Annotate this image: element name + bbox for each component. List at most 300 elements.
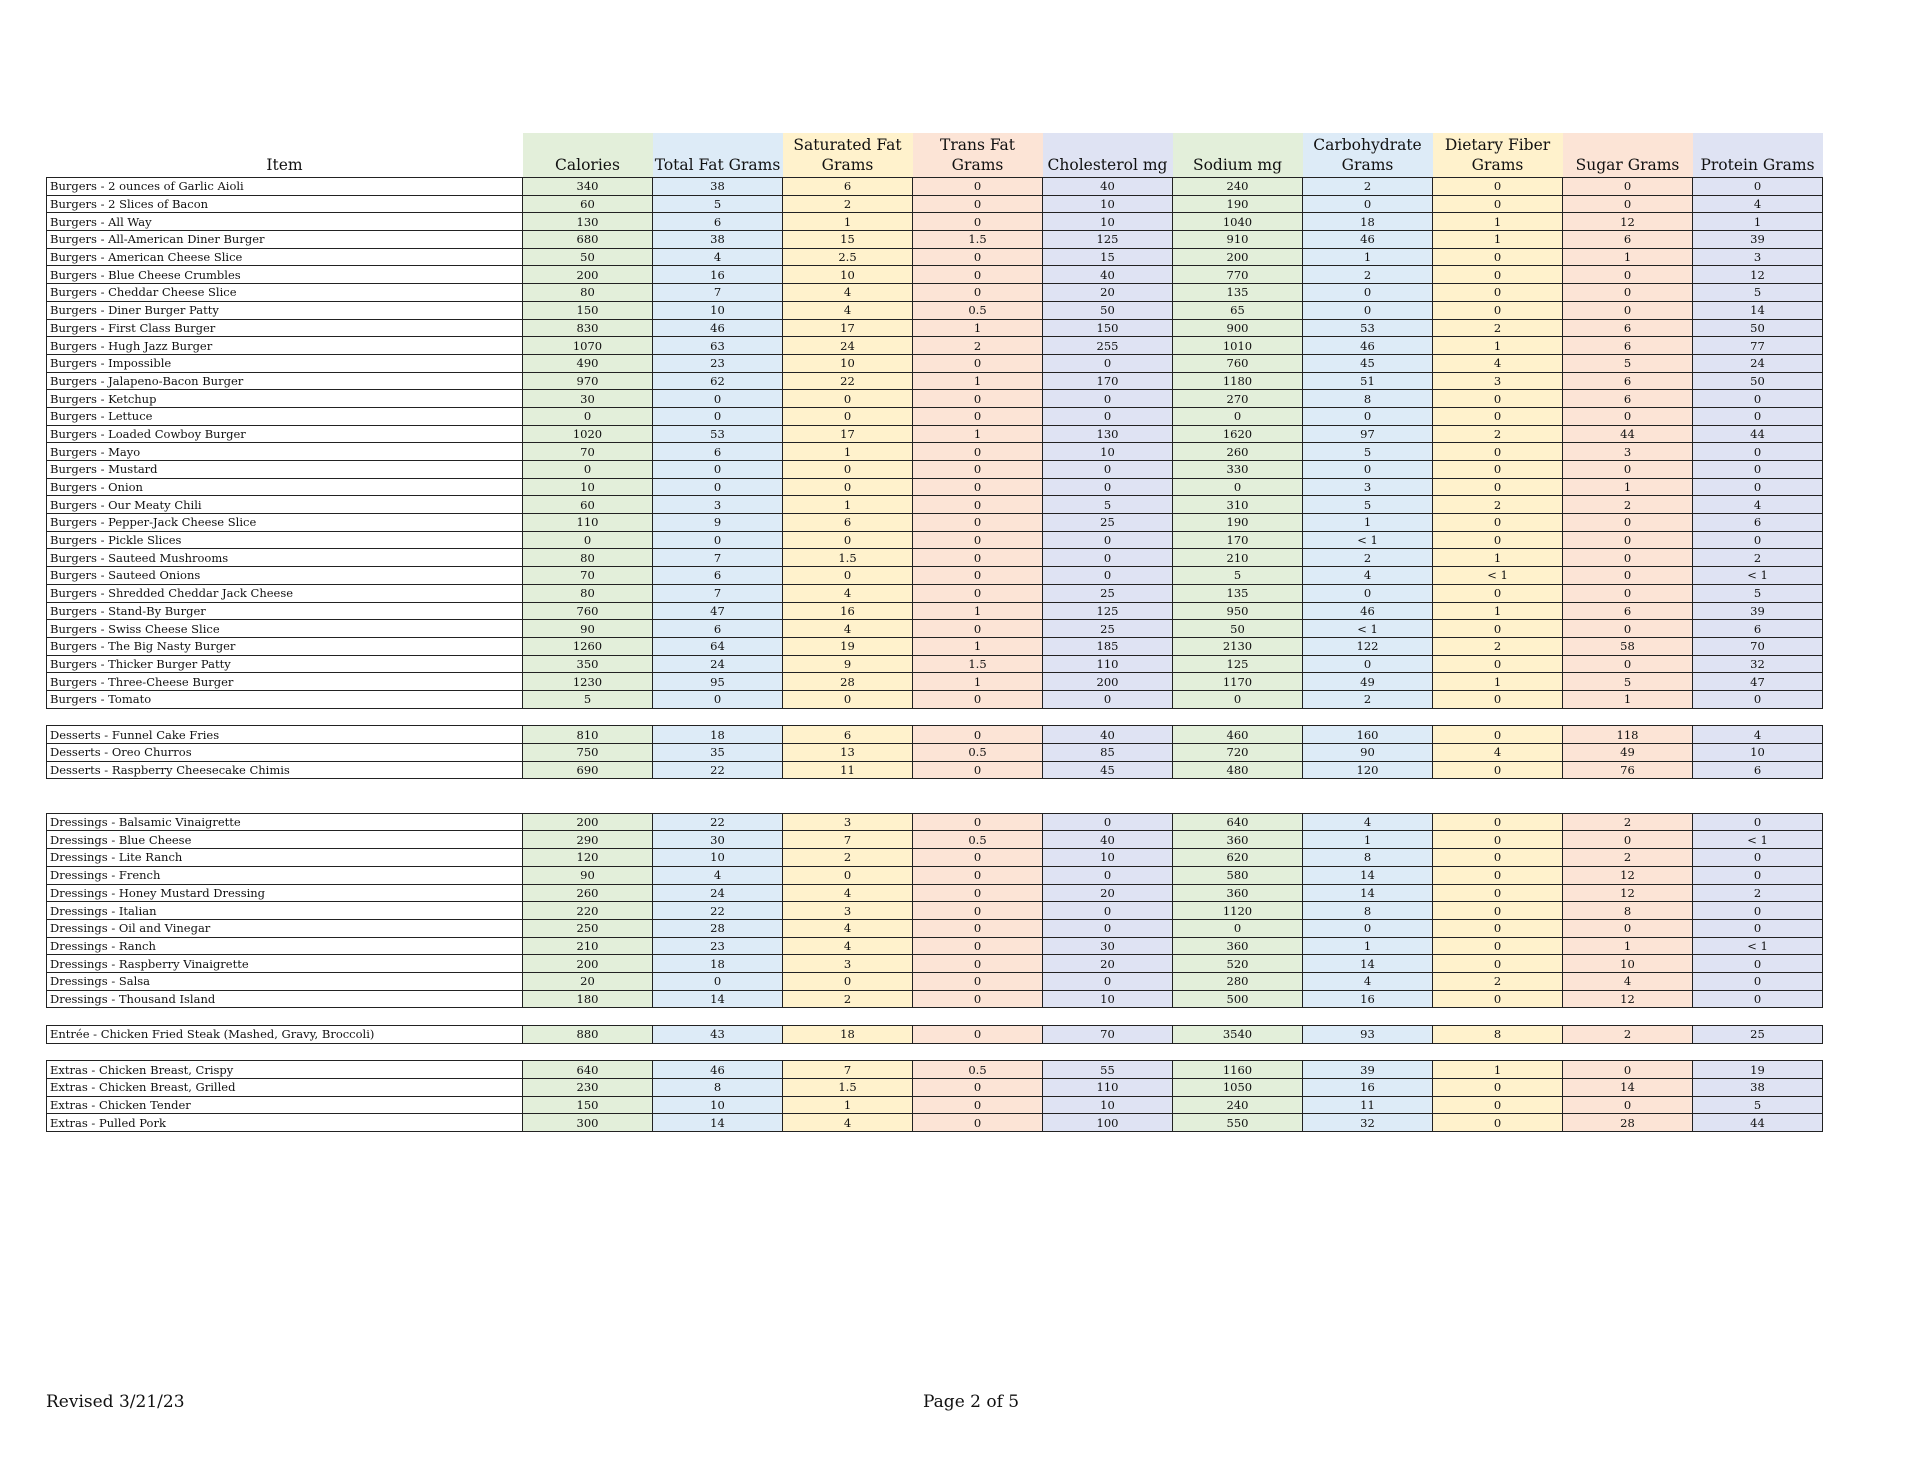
table-row — [47, 726, 1823, 744]
value-cell: 0 — [913, 584, 1043, 602]
value-cell: 12 — [1563, 990, 1693, 1008]
value-cell: 7 — [653, 284, 783, 302]
value-cell: 50 — [523, 248, 653, 266]
spacer-cell — [783, 708, 913, 726]
value-cell: 3540 — [1173, 1026, 1303, 1044]
header-trans-fat: Trans Fat Grams — [913, 133, 1043, 178]
value-cell: 6 — [1563, 390, 1693, 408]
value-cell: 0 — [653, 972, 783, 990]
value-cell: 0 — [1693, 990, 1823, 1008]
value-cell: 5 — [1563, 673, 1693, 691]
table-row — [47, 531, 1823, 549]
item-name-cell: Dressings - Honey Mustard Dressing — [47, 884, 523, 902]
value-cell: 0 — [1433, 620, 1563, 638]
table-row — [47, 990, 1823, 1008]
value-cell: 5 — [1693, 1096, 1823, 1114]
value-cell: 6 — [653, 443, 783, 461]
header-total-fat: Total Fat Grams — [653, 133, 783, 178]
value-cell: 300 — [523, 1114, 653, 1132]
value-cell: 32 — [1303, 1114, 1433, 1132]
value-cell: 0 — [653, 690, 783, 708]
value-cell: 2 — [1433, 496, 1563, 514]
spacer-cell — [47, 796, 523, 813]
value-cell: 0 — [1563, 1061, 1693, 1079]
header-sodium: Sodium mg — [1173, 133, 1303, 178]
value-cell: 160 — [1303, 726, 1433, 744]
value-cell: 50 — [1043, 301, 1173, 319]
value-cell: 1 — [1693, 213, 1823, 231]
value-cell: 16 — [1303, 990, 1433, 1008]
value-cell: 170 — [1173, 531, 1303, 549]
value-cell: 0 — [1563, 195, 1693, 213]
value-cell: 6 — [783, 726, 913, 744]
value-cell: 1 — [783, 496, 913, 514]
item-name-cell: Burgers - Our Meaty Chili — [47, 496, 523, 514]
value-cell: 10 — [653, 301, 783, 319]
value-cell: 6 — [783, 178, 913, 196]
value-cell: 1020 — [523, 425, 653, 443]
value-cell: 1050 — [1173, 1079, 1303, 1097]
value-cell: 0 — [1043, 690, 1173, 708]
spacer-cell — [1303, 779, 1433, 796]
value-cell: 0 — [913, 195, 1043, 213]
table-row — [47, 567, 1823, 585]
value-cell: 6 — [653, 213, 783, 231]
value-cell: 150 — [523, 1096, 653, 1114]
value-cell: 10 — [523, 478, 653, 496]
spacer-cell — [1693, 1008, 1823, 1026]
value-cell: 0 — [1043, 813, 1173, 831]
spacer-cell — [1173, 1043, 1303, 1061]
spacer-cell — [1043, 1008, 1173, 1026]
value-cell: 0 — [1693, 849, 1823, 867]
spacer-cell — [1563, 1008, 1693, 1026]
value-cell: 15 — [1043, 248, 1173, 266]
value-cell: 100 — [1043, 1114, 1173, 1132]
value-cell: 0 — [1433, 1114, 1563, 1132]
item-name-cell: Burgers - Pepper-Jack Cheese Slice — [47, 514, 523, 532]
value-cell: 0 — [1563, 831, 1693, 849]
table-row — [47, 972, 1823, 990]
spacer-cell — [1693, 708, 1823, 726]
value-cell: 0 — [1303, 284, 1433, 302]
value-cell: 0 — [1433, 531, 1563, 549]
table-body — [47, 178, 1823, 1132]
value-cell: 20 — [1043, 955, 1173, 973]
value-cell: 3 — [783, 813, 913, 831]
value-cell: 125 — [1043, 231, 1173, 249]
value-cell: 1 — [1433, 337, 1563, 355]
value-cell: 0 — [783, 690, 913, 708]
value-cell: 0 — [1173, 407, 1303, 425]
value-cell: 0 — [783, 390, 913, 408]
value-cell: 0 — [1433, 301, 1563, 319]
item-name-cell: Dressings - French — [47, 866, 523, 884]
table-row — [47, 602, 1823, 620]
item-name-cell: Burgers - Stand-By Burger — [47, 602, 523, 620]
item-name-cell: Entrée - Chicken Fried Steak (Mashed, Gravy, Broccoli) — [47, 1026, 523, 1044]
value-cell: 0 — [1693, 955, 1823, 973]
item-name-cell: Burgers - Sauteed Onions — [47, 567, 523, 585]
value-cell: 46 — [1303, 602, 1433, 620]
value-cell: 170 — [1043, 372, 1173, 390]
value-cell: 5 — [1303, 496, 1433, 514]
value-cell: 0 — [1043, 902, 1173, 920]
value-cell: 0 — [1433, 690, 1563, 708]
spacer-cell — [1563, 796, 1693, 813]
value-cell: 2 — [1693, 884, 1823, 902]
value-cell: 0 — [1693, 866, 1823, 884]
value-cell: 0 — [1043, 407, 1173, 425]
value-cell: 0 — [1043, 531, 1173, 549]
value-cell: 0 — [653, 461, 783, 479]
value-cell: 240 — [1173, 1096, 1303, 1114]
value-cell: 46 — [653, 319, 783, 337]
value-cell: 0 — [523, 461, 653, 479]
nutrition-table — [46, 133, 1823, 1132]
value-cell: 1 — [783, 1096, 913, 1114]
value-cell: 0 — [1563, 178, 1693, 196]
page-number: Page 2 of 5 — [923, 1392, 1020, 1412]
value-cell: 8 — [1433, 1026, 1563, 1044]
value-cell: 25 — [1043, 620, 1173, 638]
value-cell: 8 — [1303, 390, 1433, 408]
header-sugar: Sugar Grams — [1563, 133, 1693, 178]
spacer-cell — [1433, 708, 1563, 726]
value-cell: 14 — [1303, 884, 1433, 902]
spacer-cell — [783, 1008, 913, 1026]
value-cell: 10 — [653, 849, 783, 867]
value-cell: 7 — [653, 549, 783, 567]
value-cell: 49 — [1563, 744, 1693, 762]
spacer-cell — [47, 1043, 523, 1061]
value-cell: 4 — [783, 937, 913, 955]
table-row — [47, 1079, 1823, 1097]
value-cell: 14 — [1693, 301, 1823, 319]
value-cell: 150 — [523, 301, 653, 319]
table-row — [47, 425, 1823, 443]
value-cell: 340 — [523, 178, 653, 196]
value-cell: 0 — [1043, 549, 1173, 567]
value-cell: 210 — [1173, 549, 1303, 567]
value-cell: 200 — [1043, 673, 1173, 691]
value-cell: 0 — [1563, 407, 1693, 425]
value-cell: 2 — [1563, 1026, 1693, 1044]
value-cell: 40 — [1043, 178, 1173, 196]
value-cell: 130 — [1043, 425, 1173, 443]
value-cell: 1 — [1563, 690, 1693, 708]
value-cell: 0 — [913, 496, 1043, 514]
value-cell: 0 — [783, 478, 913, 496]
value-cell: 690 — [523, 761, 653, 779]
value-cell: 4 — [783, 301, 913, 319]
table-row — [47, 461, 1823, 479]
value-cell: 1180 — [1173, 372, 1303, 390]
header-protein: Protein Grams — [1693, 133, 1823, 178]
value-cell: 750 — [523, 744, 653, 762]
value-cell: 0 — [783, 461, 913, 479]
value-cell: 0 — [1173, 919, 1303, 937]
item-name-cell: Burgers - The Big Nasty Burger — [47, 637, 523, 655]
value-cell: 2 — [1433, 319, 1563, 337]
value-cell: 0 — [913, 567, 1043, 585]
value-cell: 550 — [1173, 1114, 1303, 1132]
value-cell: 18 — [1303, 213, 1433, 231]
value-cell: 97 — [1303, 425, 1433, 443]
value-cell: 3 — [1433, 372, 1563, 390]
value-cell: 480 — [1173, 761, 1303, 779]
value-cell: 0 — [1433, 884, 1563, 902]
value-cell: 0 — [1303, 195, 1433, 213]
value-cell: < 1 — [1693, 567, 1823, 585]
spacer-cell — [1173, 708, 1303, 726]
value-cell: 0 — [913, 178, 1043, 196]
value-cell: 10 — [653, 1096, 783, 1114]
value-cell: 120 — [523, 849, 653, 867]
value-cell: 0.5 — [913, 744, 1043, 762]
value-cell: 0 — [1433, 955, 1563, 973]
value-cell: 4 — [1693, 496, 1823, 514]
value-cell: 0 — [1563, 461, 1693, 479]
value-cell: 4 — [653, 248, 783, 266]
item-name-cell: Dressings - Ranch — [47, 937, 523, 955]
value-cell: 95 — [653, 673, 783, 691]
table-row — [47, 584, 1823, 602]
value-cell: 28 — [783, 673, 913, 691]
value-cell: 9 — [653, 514, 783, 532]
value-cell: 280 — [1173, 972, 1303, 990]
item-name-cell: Dressings - Salsa — [47, 972, 523, 990]
table-row — [47, 1114, 1823, 1132]
value-cell: 3 — [1303, 478, 1433, 496]
value-cell: 0 — [1173, 690, 1303, 708]
value-cell: 4 — [653, 866, 783, 884]
value-cell: 25 — [1043, 514, 1173, 532]
value-cell: 0 — [1563, 284, 1693, 302]
value-cell: 760 — [523, 602, 653, 620]
value-cell: 360 — [1173, 831, 1303, 849]
value-cell: 12 — [1693, 266, 1823, 284]
header-dietary-fiber: Dietary Fiber Grams — [1433, 133, 1563, 178]
value-cell: 2130 — [1173, 637, 1303, 655]
value-cell: 360 — [1173, 884, 1303, 902]
table-row — [47, 690, 1823, 708]
value-cell: 22 — [653, 902, 783, 920]
value-cell: 14 — [653, 990, 783, 1008]
value-cell: 40 — [1043, 266, 1173, 284]
item-name-cell: Burgers - Cheddar Cheese Slice — [47, 284, 523, 302]
value-cell: 0 — [1433, 813, 1563, 831]
table-row — [47, 390, 1823, 408]
value-cell: 0 — [1303, 655, 1433, 673]
value-cell: 10 — [783, 266, 913, 284]
spacer-cell — [783, 1043, 913, 1061]
spacer-cell — [47, 779, 523, 796]
spacer-cell — [47, 1008, 523, 1026]
value-cell: 85 — [1043, 744, 1173, 762]
value-cell: 24 — [653, 655, 783, 673]
value-cell: 580 — [1173, 866, 1303, 884]
value-cell: 1.5 — [783, 549, 913, 567]
item-name-cell: Burgers - 2 ounces of Garlic Aioli — [47, 178, 523, 196]
value-cell: 0 — [913, 972, 1043, 990]
value-cell: 0 — [653, 407, 783, 425]
value-cell: 0 — [1433, 655, 1563, 673]
value-cell: 46 — [1303, 231, 1433, 249]
header-carbohydrate: Carbohydrate Grams — [1303, 133, 1433, 178]
value-cell: 2 — [913, 337, 1043, 355]
value-cell: 38 — [653, 231, 783, 249]
value-cell: 6 — [653, 567, 783, 585]
value-cell: 1.5 — [913, 231, 1043, 249]
item-name-cell: Extras - Chicken Breast, Crispy — [47, 1061, 523, 1079]
value-cell: 9 — [783, 655, 913, 673]
value-cell: 0 — [913, 902, 1043, 920]
value-cell: 58 — [1563, 637, 1693, 655]
value-cell: 0 — [913, 690, 1043, 708]
value-cell: 7 — [653, 584, 783, 602]
item-name-cell: Burgers - Ketchup — [47, 390, 523, 408]
table-row — [47, 514, 1823, 532]
value-cell: 0 — [1563, 531, 1693, 549]
value-cell: 110 — [523, 514, 653, 532]
table-row — [47, 354, 1823, 372]
value-cell: 260 — [1173, 443, 1303, 461]
value-cell: 0 — [913, 726, 1043, 744]
value-cell: 40 — [1043, 831, 1173, 849]
value-cell: 10 — [1563, 955, 1693, 973]
value-cell: 28 — [653, 919, 783, 937]
spacer-cell — [913, 1008, 1043, 1026]
value-cell: 970 — [523, 372, 653, 390]
value-cell: 4 — [1693, 195, 1823, 213]
value-cell: 0 — [913, 549, 1043, 567]
value-cell: 47 — [653, 602, 783, 620]
value-cell: 0 — [1043, 390, 1173, 408]
value-cell: 122 — [1303, 637, 1433, 655]
value-cell: 290 — [523, 831, 653, 849]
value-cell: 10 — [1043, 213, 1173, 231]
value-cell: 0 — [1433, 478, 1563, 496]
value-cell: 620 — [1173, 849, 1303, 867]
value-cell: 0 — [1433, 178, 1563, 196]
value-cell: 0 — [1433, 866, 1563, 884]
value-cell: 25 — [1693, 1026, 1823, 1044]
value-cell: 520 — [1173, 955, 1303, 973]
value-cell: 6 — [653, 620, 783, 638]
value-cell: 0 — [913, 443, 1043, 461]
value-cell: 7 — [783, 831, 913, 849]
value-cell: 6 — [1563, 231, 1693, 249]
item-name-cell: Dressings - Italian — [47, 902, 523, 920]
value-cell: 0 — [913, 1026, 1043, 1044]
value-cell: 118 — [1563, 726, 1693, 744]
table-row — [47, 443, 1823, 461]
value-cell: 0 — [1433, 937, 1563, 955]
value-cell: 1120 — [1173, 902, 1303, 920]
table-row — [47, 549, 1823, 567]
value-cell: 1260 — [523, 637, 653, 655]
value-cell: 1 — [1433, 1061, 1563, 1079]
spacer-cell — [913, 779, 1043, 796]
value-cell: 4 — [1693, 726, 1823, 744]
table-row — [47, 407, 1823, 425]
value-cell: 10 — [1043, 195, 1173, 213]
value-cell: 1 — [913, 319, 1043, 337]
value-cell: 14 — [1563, 1079, 1693, 1097]
value-cell: 1 — [913, 425, 1043, 443]
value-cell: 1 — [1433, 213, 1563, 231]
value-cell: 200 — [523, 813, 653, 831]
item-name-cell: Dressings - Blue Cheese — [47, 831, 523, 849]
value-cell: 8 — [1303, 902, 1433, 920]
value-cell: 22 — [783, 372, 913, 390]
value-cell: 490 — [523, 354, 653, 372]
value-cell: 3 — [783, 955, 913, 973]
value-cell: 5 — [1303, 443, 1433, 461]
value-cell: 11 — [783, 761, 913, 779]
item-name-cell: Burgers - Mustard — [47, 461, 523, 479]
value-cell: 0.5 — [913, 301, 1043, 319]
value-cell: 32 — [1693, 655, 1823, 673]
value-cell: 2 — [1303, 690, 1433, 708]
value-cell: 10 — [783, 354, 913, 372]
value-cell: 190 — [1173, 514, 1303, 532]
value-cell: 0 — [1433, 284, 1563, 302]
item-name-cell: Burgers - First Class Burger — [47, 319, 523, 337]
value-cell: 0 — [1303, 461, 1433, 479]
value-cell: 39 — [1693, 231, 1823, 249]
value-cell: 0 — [783, 567, 913, 585]
value-cell: 0 — [913, 955, 1043, 973]
spacer-cell — [653, 796, 783, 813]
table-row — [47, 178, 1823, 196]
value-cell: 4 — [1303, 813, 1433, 831]
value-cell: 0 — [1303, 584, 1433, 602]
item-name-cell: Dressings - Thousand Island — [47, 990, 523, 1008]
value-cell: 0 — [913, 461, 1043, 479]
value-cell: 46 — [1303, 337, 1433, 355]
value-cell: 0 — [1043, 478, 1173, 496]
value-cell: 0 — [1693, 972, 1823, 990]
value-cell: 2.5 — [783, 248, 913, 266]
value-cell: 13 — [783, 744, 913, 762]
spacer-cell — [1173, 1008, 1303, 1026]
value-cell: 19 — [783, 637, 913, 655]
value-cell: 4 — [783, 1114, 913, 1132]
value-cell: 0 — [913, 407, 1043, 425]
value-cell: 0 — [1433, 902, 1563, 920]
value-cell: 40 — [1043, 726, 1173, 744]
value-cell: 3 — [653, 496, 783, 514]
value-cell: 46 — [653, 1061, 783, 1079]
value-cell: 0 — [1043, 866, 1173, 884]
item-name-cell: Burgers - Pickle Slices — [47, 531, 523, 549]
value-cell: 0 — [1693, 919, 1823, 937]
value-cell: 5 — [1693, 584, 1823, 602]
value-cell: 70 — [523, 443, 653, 461]
item-name-cell: Burgers - All Way — [47, 213, 523, 231]
value-cell: 5 — [1173, 567, 1303, 585]
value-cell: 43 — [653, 1026, 783, 1044]
value-cell: 0 — [913, 1079, 1043, 1097]
item-name-cell: Burgers - Shredded Cheddar Jack Cheese — [47, 584, 523, 602]
value-cell: 45 — [1303, 354, 1433, 372]
item-name-cell: Burgers - Hugh Jazz Burger — [47, 337, 523, 355]
value-cell: 12 — [1563, 866, 1693, 884]
value-cell: 5 — [1043, 496, 1173, 514]
value-cell: 810 — [523, 726, 653, 744]
